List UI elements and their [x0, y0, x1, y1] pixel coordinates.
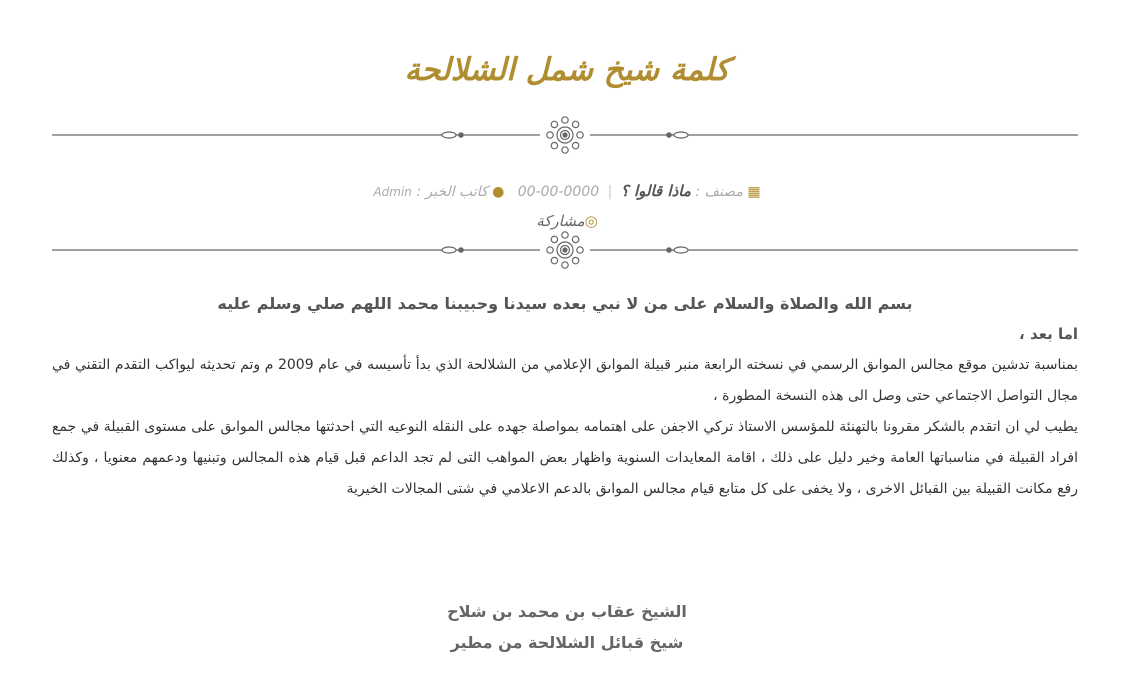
author-label: كاتب الخبر : — [416, 184, 488, 200]
article-title: كلمة شيخ شمل الشلالحة — [404, 52, 730, 88]
amma-baad: اما بعد ، — [1019, 325, 1078, 343]
ornament-divider-bottom — [52, 230, 1078, 270]
basmala: بسم الله والصلاة والسلام على من لا نبي بعده سيدنا وحبيبنا محمد اللهم صلي وسلم عليه — [217, 294, 913, 313]
paragraph-1: بمناسبة تدشين موقع مجالس المواىق الرسمي في نسخته الرابعة منبر قبيلة المواىق الإعلامي من الشلالحة الذي بدأ تأسيسه في عام 2009 م وتم تحديثه ليواكب التقدم التقني في مجال التواصل الاجتماعي حتى وصل الى هذه النسخة المطورة ، — [52, 357, 1078, 404]
whatsapp-icon: ◎ — [584, 212, 598, 230]
signature — [0, 596, 1134, 658]
ornament-divider-top — [52, 115, 1078, 155]
signature-name: الشيخ عقاب بن محمد بن شلاح — [447, 602, 687, 621]
signature-title: شيخ قبائل الشلالحة من مطير — [450, 633, 684, 652]
category-link[interactable]: ماذا قالوا ؟ — [620, 182, 691, 200]
calendar-icon: ▦ — [747, 184, 761, 200]
article-body — [52, 288, 1078, 505]
paragraph-2: يطيب لي ان اتقدم بالشكر مقرونا بالتهنئة للمؤسس الاستاذ تركي الاجفن على اهتمامه بمواصلة جهده على النقله النوعيه التي احدثتها مجالس المواىق على مستوى القبيلة في جمع افراد القبيلة في مناسباتها العامة وخير دليل على ذلك ، اقامة المعايدات السنوية واظهار بعض المواهب التى لم تجد الداعم قبل قيام هذه المجالس وتبنيها ودعمهم معنويا ، وكذلك رفع مكانت القبيلة بين القبائل الاخرى ، ولا يخفى على كل متابع قيام مجالس المواىق بالدعم الاعلامي في شتى المجالات الخيرية — [52, 419, 1078, 497]
category-label: مصنف : — [695, 184, 743, 200]
author-name: Admin — [373, 185, 412, 199]
share-button[interactable] — [0, 212, 1134, 230]
publish-date: 0000-00-00 — [517, 184, 600, 200]
article-meta — [0, 182, 1134, 200]
share-label: مشاركة — [536, 212, 585, 230]
user-icon: ● — [492, 184, 505, 200]
meta-separator: | — [607, 184, 613, 200]
